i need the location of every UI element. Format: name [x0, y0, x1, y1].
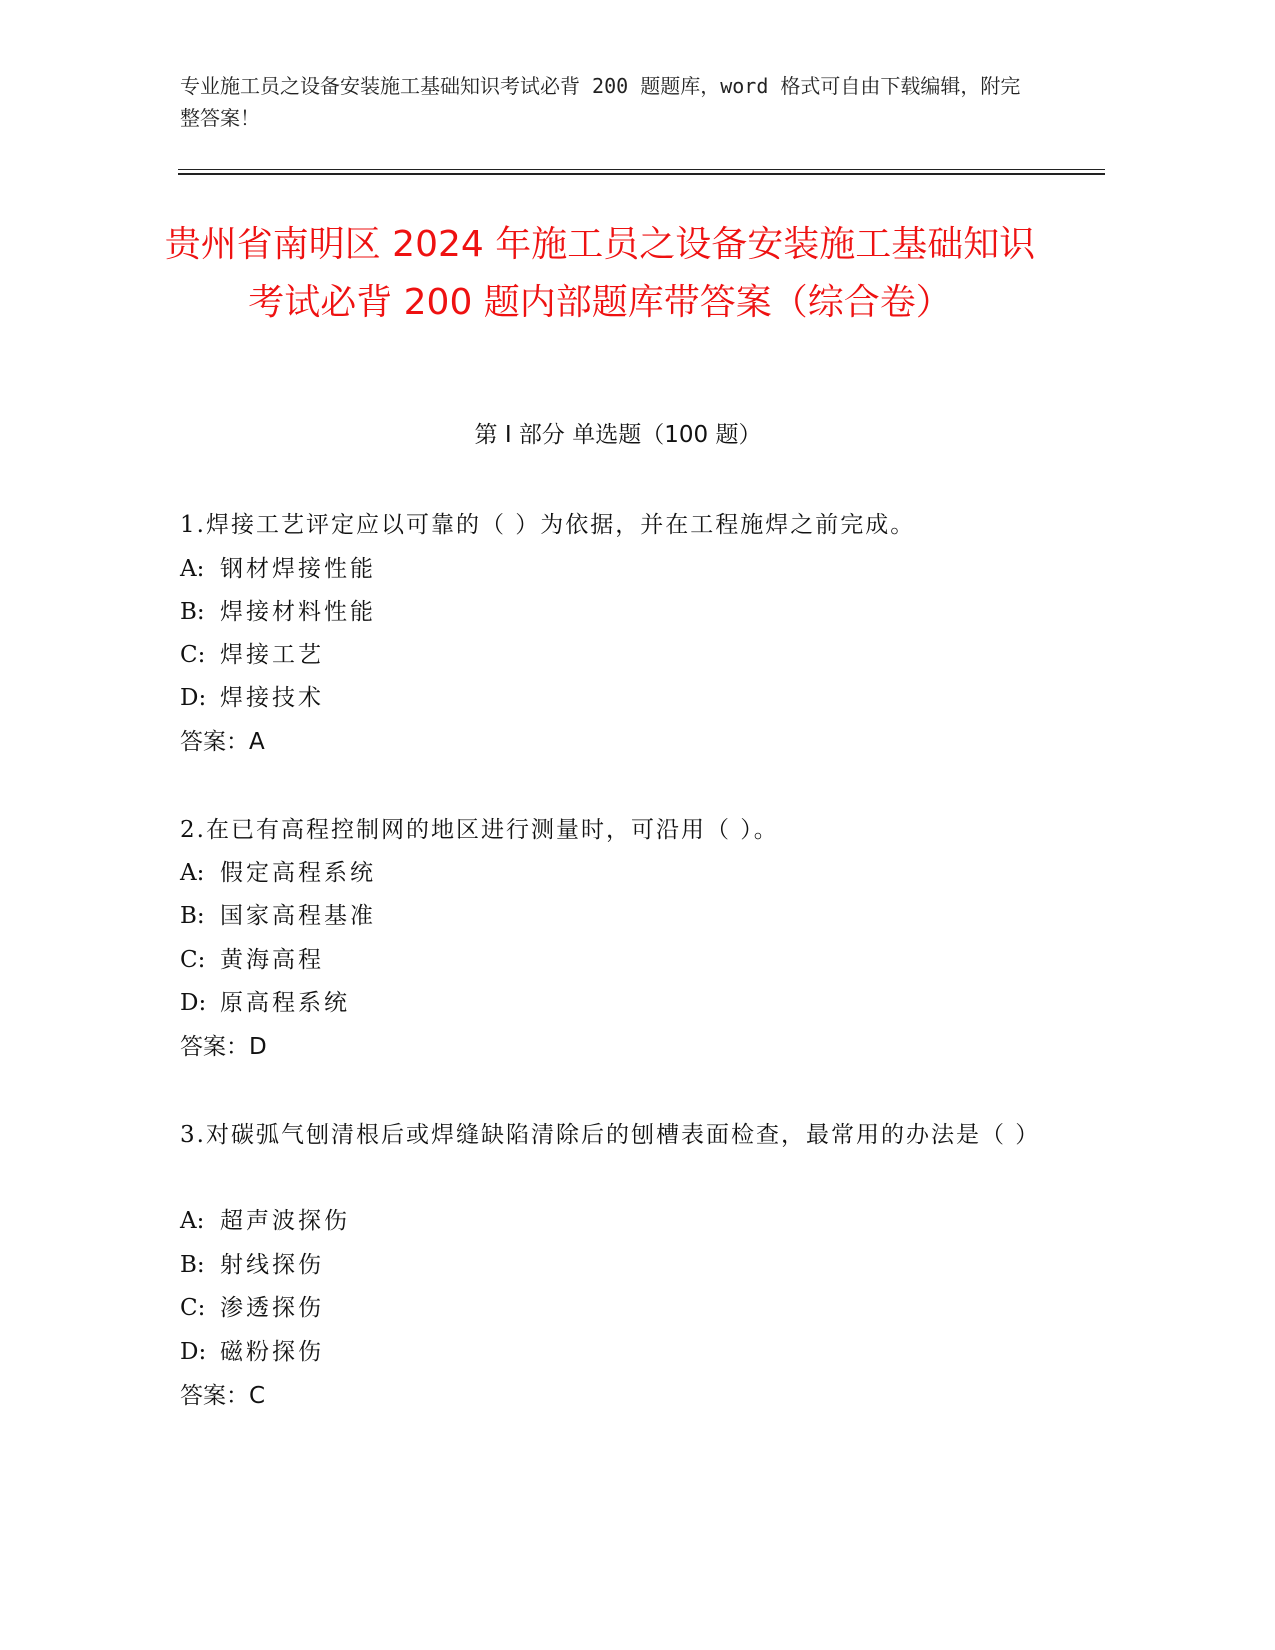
option-text: 原高程系统 [220, 990, 350, 1016]
option-key: B: [180, 1252, 205, 1278]
option-c [180, 639, 1040, 671]
option-text: 射线探伤 [220, 1252, 324, 1278]
option-text: 焊接材料性能 [220, 599, 376, 625]
option-a [180, 857, 1040, 889]
option-key: D: [180, 1339, 207, 1365]
question-text: 2.在已有高程控制网的地区进行测量时，可沿用（ ）。 [180, 817, 779, 843]
header-note: 专业施工员之设备安装施工基础知识考试必背 200 题题库，word 格式可自由下载编辑，附完整答案！ [180, 74, 1021, 130]
question-text: 1.焊接工艺评定应以可靠的（ ）为依据，并在工程施焊之前完成。 [180, 512, 916, 538]
option-key: A: [180, 1208, 205, 1234]
question-text: 3.对碳弧气刨清根后或焊缝缺陷清除后的刨槽表面检查，最常用的办法是（ ） [180, 1122, 1041, 1148]
option-b [180, 596, 1040, 628]
option-c [180, 1292, 1040, 1324]
option-key: C: [180, 1295, 206, 1321]
option-text: 超声波探伤 [220, 1208, 350, 1234]
option-text: 国家高程基准 [220, 903, 376, 929]
option-text: 焊接技术 [220, 685, 324, 711]
option-b [180, 900, 1040, 932]
option-a [180, 553, 1040, 585]
option-key: C: [180, 642, 206, 668]
answer: 答案：A [180, 729, 265, 755]
option-d [180, 682, 1040, 714]
option-key: D: [180, 685, 207, 711]
section-heading: 第 I 部分 单选题（100 题） [474, 422, 762, 448]
option-d [180, 1336, 1040, 1368]
header-divider-bottom [178, 173, 1105, 175]
option-d [180, 987, 1040, 1019]
option-key: A: [180, 860, 205, 886]
option-key: B: [180, 599, 205, 625]
option-text: 磁粉探伤 [220, 1339, 324, 1365]
option-key: C: [180, 947, 206, 973]
option-text: 假定高程系统 [220, 860, 376, 886]
option-c [180, 944, 1040, 976]
option-text: 黄海高程 [220, 947, 324, 973]
option-key: D: [180, 990, 207, 1016]
answer: 答案：C [180, 1383, 266, 1409]
option-a [180, 1205, 1040, 1237]
document-title: 贵州省南明区 2024 年施工员之设备安装施工基础知识考试必背 200 题内部题库带答案（综合卷） [164, 224, 1036, 323]
option-key: A: [180, 556, 205, 582]
header-divider-top [178, 169, 1105, 170]
option-text: 钢材焊接性能 [220, 556, 376, 582]
option-b [180, 1249, 1040, 1281]
answer: 答案：D [180, 1034, 267, 1060]
option-key: B: [180, 903, 205, 929]
option-text: 渗透探伤 [220, 1295, 324, 1321]
option-text: 焊接工艺 [220, 642, 324, 668]
